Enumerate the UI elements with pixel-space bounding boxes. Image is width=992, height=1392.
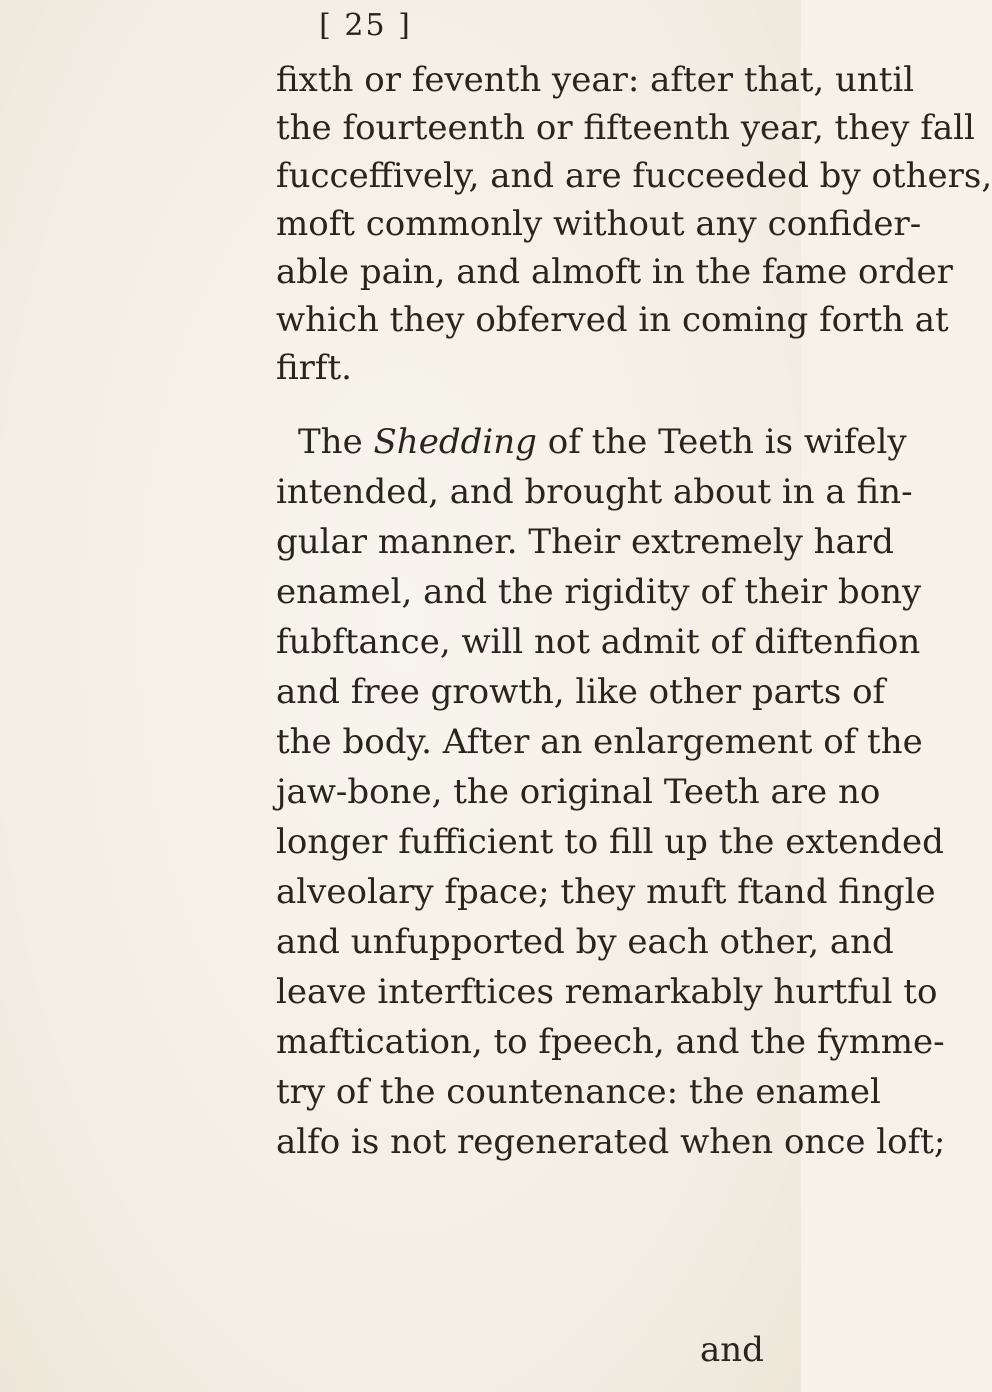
text-line: which they obferved in coming forth at [276, 300, 949, 340]
text-line: gular manner. Their extremely hard [276, 522, 894, 562]
text-line: maftication, to fpeech, and the fymme- [276, 1022, 945, 1062]
text-line: alveolary fpace; they muft ftand fingle [276, 872, 936, 912]
catchword: and [700, 1330, 764, 1370]
text-line: intended, and brought about in a fin- [276, 472, 913, 512]
paragraph-first-line [298, 418, 907, 466]
text-line: alfo is not regenerated when once loft; [276, 1122, 946, 1162]
page-number: [ 25 ] [319, 8, 412, 43]
text-line: longer fufficient to fill up the extended [276, 822, 944, 862]
text-line: and unfupported by each other, and [276, 922, 894, 962]
text-line: fucceffively, and are fucceeded by others, [276, 156, 992, 196]
text-line: try of the countenance: the enamel [276, 1072, 881, 1112]
text-line: firft. [276, 348, 352, 388]
paragraph-first-word: The [298, 422, 363, 462]
text-line: jaw-bone, the original Teeth are no [276, 772, 881, 812]
text-line: the body. After an enlargement of the [276, 722, 923, 762]
emphasis-shedding: Shedding [373, 422, 537, 462]
paragraph-first-line-rest: of the Teeth is wifely [547, 422, 907, 462]
text-line: moft commonly without any confider- [276, 204, 922, 244]
text-line: fixth or feventh year: after that, until [276, 60, 915, 100]
text-line: the fourteenth or fifteenth year, they fall [276, 108, 975, 148]
text-line: fubftance, will not admit of diftenfion [276, 622, 921, 662]
text-line: able pain, and almoft in the fame order [276, 252, 953, 292]
text-line: leave interftices remarkably hurtful to [276, 972, 938, 1012]
text-line: and free growth, like other parts of [276, 672, 886, 712]
text-line: enamel, and the rigidity of their bony [276, 572, 922, 612]
